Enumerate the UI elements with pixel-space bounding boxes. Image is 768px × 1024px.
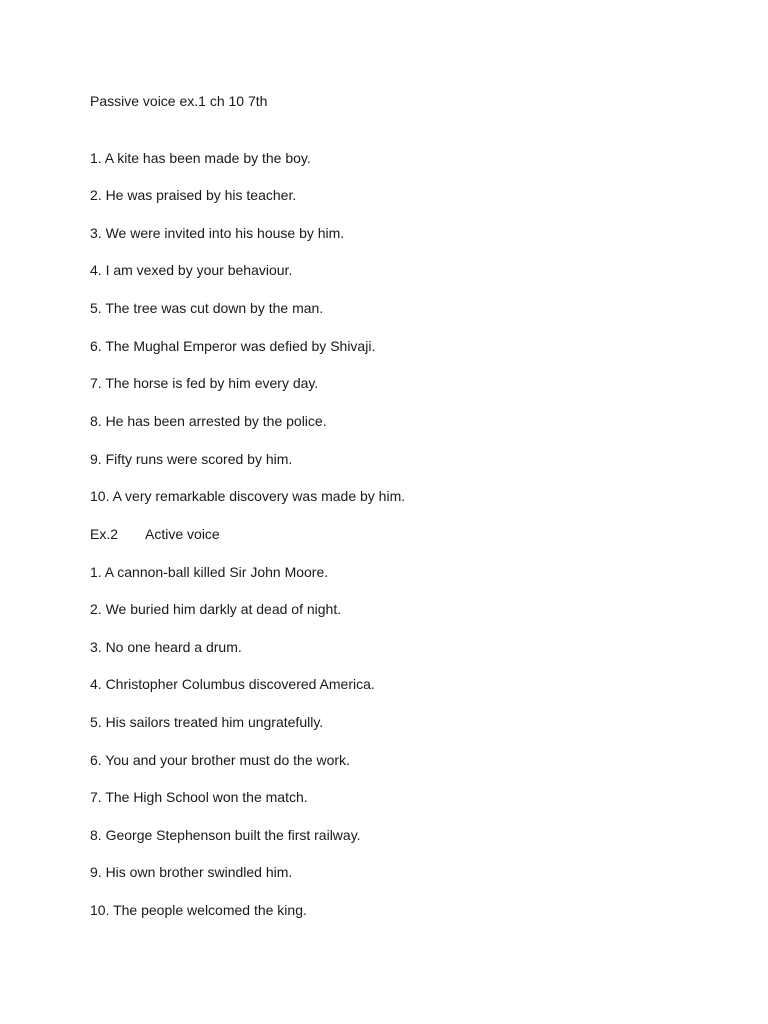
exercise1-item-3: 3. We were invited into his house by him. xyxy=(90,225,345,241)
exercise2-item-3: 3. No one heard a drum. xyxy=(90,639,242,655)
exercise1-item-8: 8. He has been arrested by the police. xyxy=(90,413,327,429)
exercise2-item-6: 6. You and your brother must do the work. xyxy=(90,752,350,768)
exercise1-item-10: 10. A very remarkable discovery was made by him. xyxy=(90,488,406,504)
exercise1-item-2: 2. He was praised by his teacher. xyxy=(90,187,297,203)
exercise1-item-5: 5. The tree was cut down by the man. xyxy=(90,300,324,316)
exercise2-item-2: 2. We buried him darkly at dead of night. xyxy=(90,601,342,617)
exercise2-heading xyxy=(90,526,220,542)
exercise1-item-1: 1. A kite has been made by the boy. xyxy=(90,150,311,166)
document-title: Passive voice ex.1 ch 10 7th xyxy=(90,93,268,109)
exercise2-subtitle: Active voice xyxy=(145,526,220,542)
exercise1-item-6: 6. The Mughal Emperor was defied by Shivaji. xyxy=(90,338,376,354)
exercise2-item-7: 7. The High School won the match. xyxy=(90,789,308,805)
exercise2-label: Ex.2 xyxy=(90,526,119,542)
exercise1-item-9: 9. Fifty runs were scored by him. xyxy=(90,451,293,467)
exercise2-item-5: 5. His sailors treated him ungratefully. xyxy=(90,714,324,730)
exercise2-item-9: 9. His own brother swindled him. xyxy=(90,864,293,880)
exercise2-item-8: 8. George Stephenson built the first railway. xyxy=(90,827,361,843)
exercise2-item-4: 4. Christopher Columbus discovered America. xyxy=(90,676,375,692)
exercise2-item-10: 10. The people welcomed the king. xyxy=(90,902,307,918)
exercise2-item-1: 1. A cannon-ball killed Sir John Moore. xyxy=(90,564,329,580)
exercise1-item-7: 7. The horse is fed by him every day. xyxy=(90,375,319,391)
exercise1-item-4: 4. I am vexed by your behaviour. xyxy=(90,262,293,278)
